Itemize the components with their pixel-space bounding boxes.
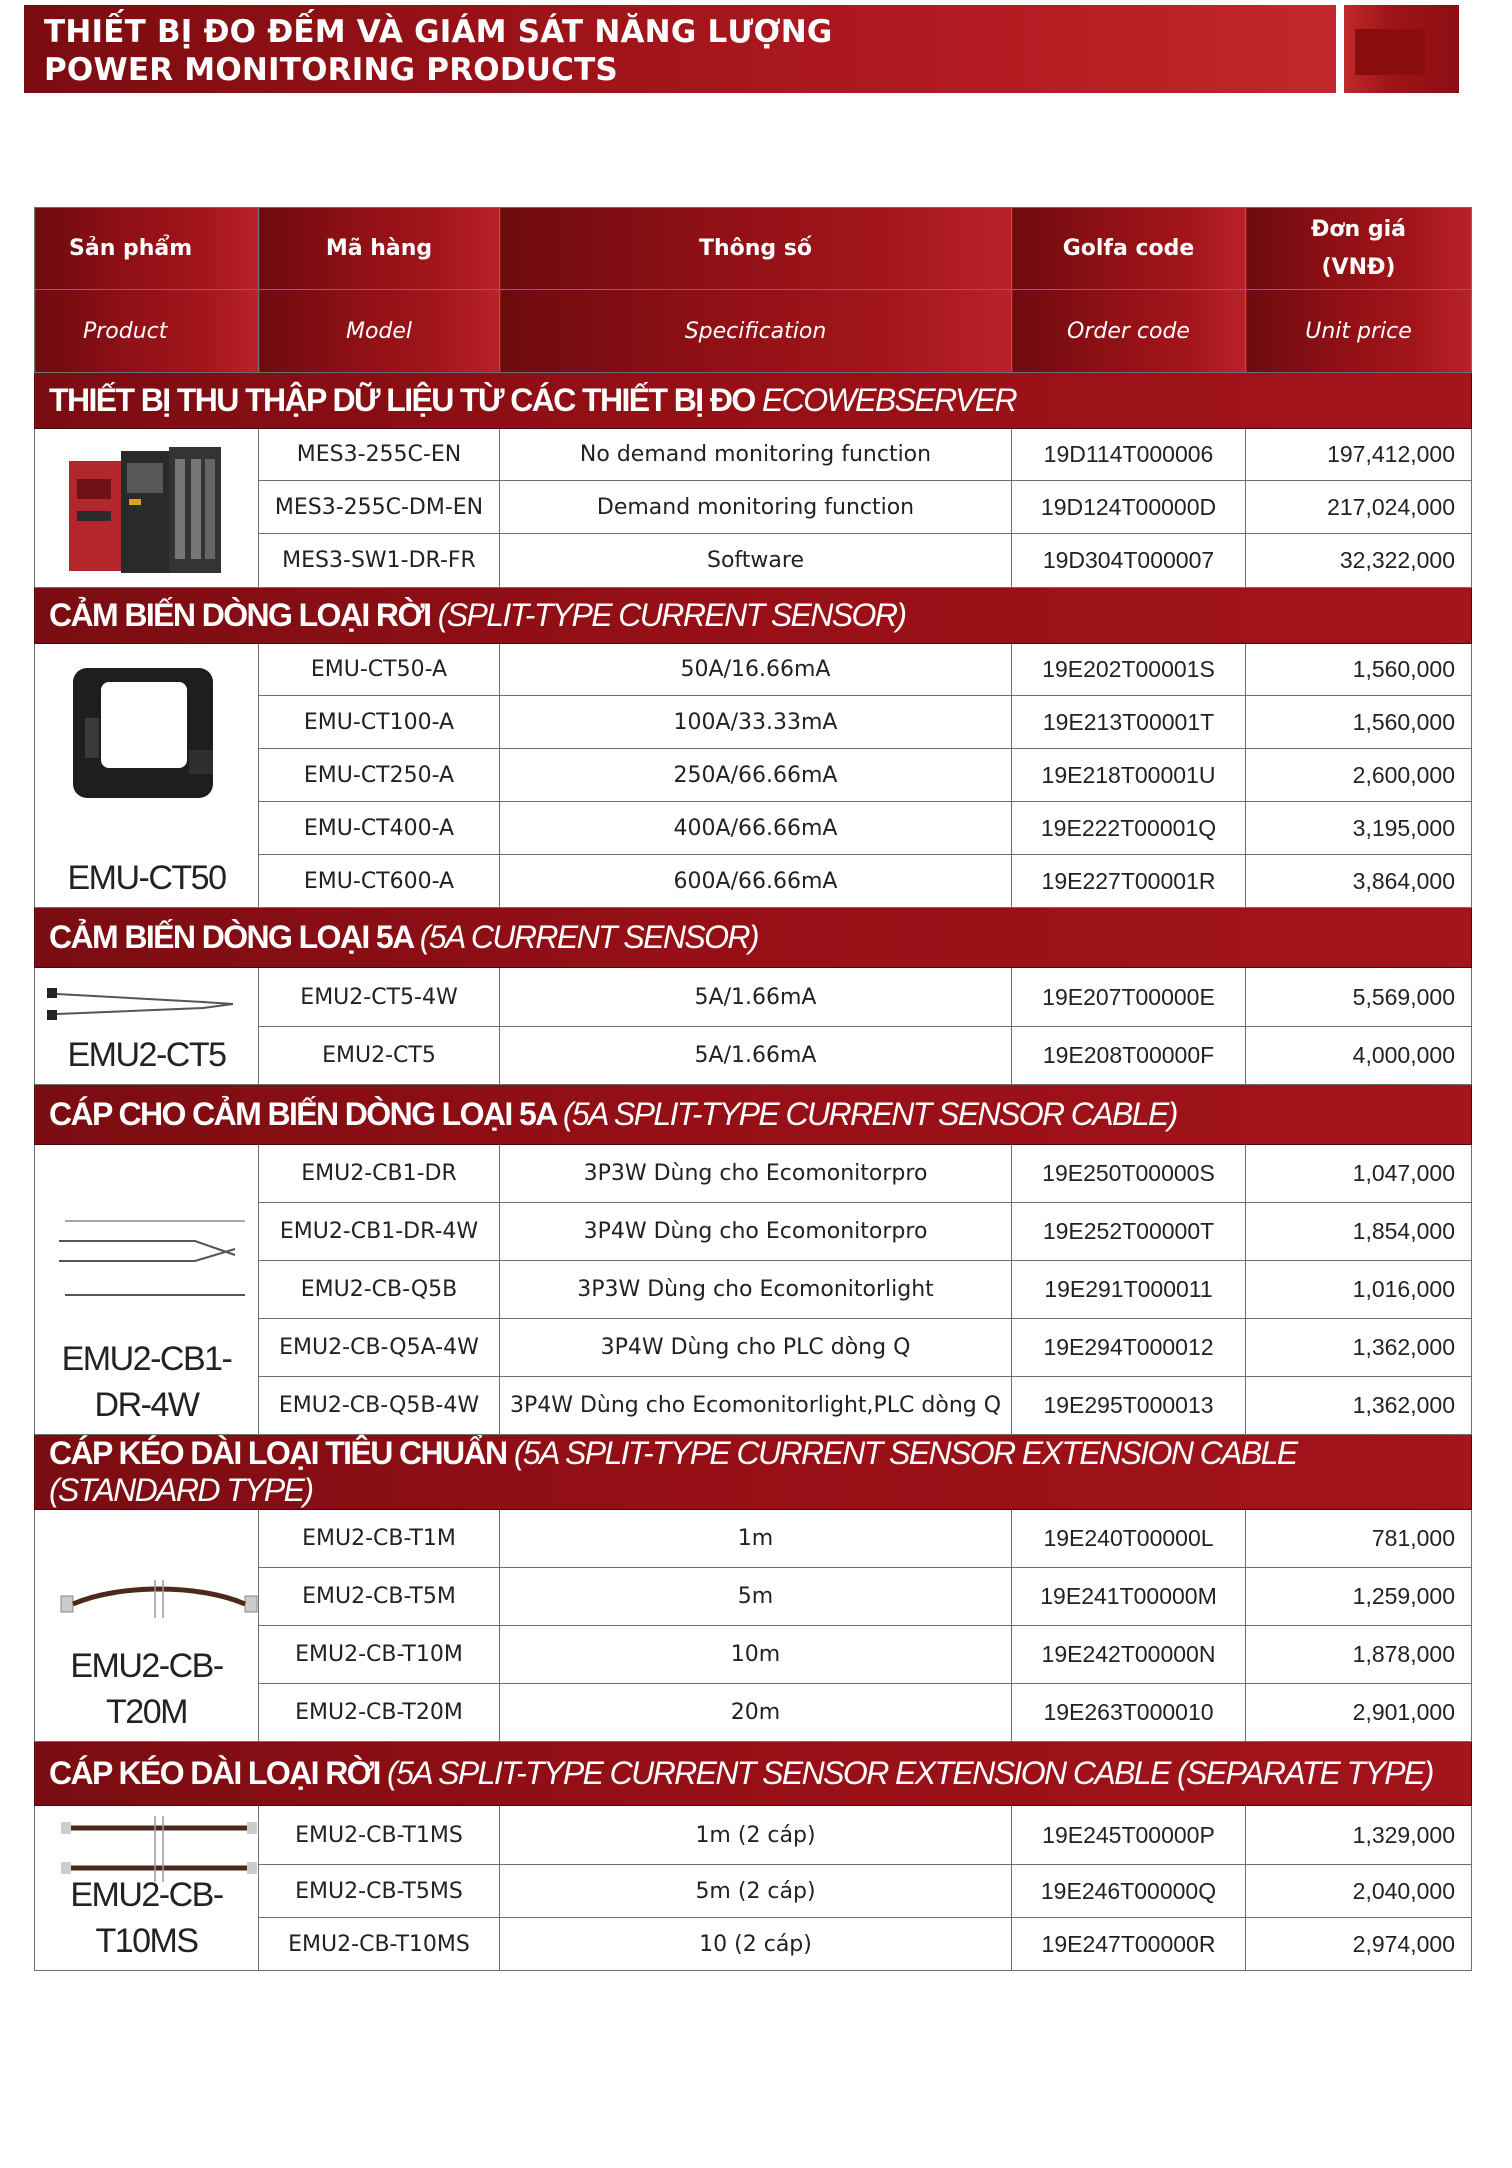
separate-cable-image xyxy=(59,1812,259,1892)
order-code-cell: 19E252T00000T xyxy=(1012,1203,1246,1261)
model-cell: EMU-CT600-A xyxy=(259,855,500,908)
section-title-main: THIẾT BỊ THU THẬP DỮ LIỆU TỪ CÁC THIẾT BỊ ĐO xyxy=(49,382,762,418)
order-code-cell: 19E295T000013 xyxy=(1012,1377,1246,1435)
col-model-header-en: Model xyxy=(259,290,500,373)
spec-cell: 400A/66.66mA xyxy=(500,802,1012,855)
col-code-header-en: Order code xyxy=(1012,290,1246,373)
header-row-vi xyxy=(35,208,1472,290)
spec-cell: 5m xyxy=(500,1568,1012,1626)
unit-price-cell: 1,560,000 xyxy=(1246,644,1472,696)
section-title-italic: ECOWEBSERVER xyxy=(761,382,1017,418)
model-cell: MES3-SW1-DR-FR xyxy=(259,534,500,588)
model-cell: EMU2-CB-Q5A-4W xyxy=(259,1319,500,1377)
section-title-italic: (5A CURRENT SENSOR) xyxy=(419,919,758,955)
product-caption: EMU2-CT5 xyxy=(67,1036,226,1074)
order-code-cell: 19E227T00001R xyxy=(1012,855,1246,908)
unit-price-cell: 4,000,000 xyxy=(1246,1027,1472,1085)
sensor-cable-image xyxy=(45,1215,255,1305)
spec-cell: 5A/1.66mA xyxy=(500,1027,1012,1085)
unit-price-cell: 1,854,000 xyxy=(1246,1203,1472,1261)
order-code-cell: 19E208T00000F xyxy=(1012,1027,1246,1085)
section-title xyxy=(35,373,1472,429)
model-cell: EMU-CT100-A xyxy=(259,696,500,749)
table-row xyxy=(35,1145,1472,1203)
section-title-italic: (5A SPLIT-TYPE CURRENT SENSOR EXTENSION CABLE (STANDARD TYPE) xyxy=(49,1435,1297,1508)
spec-cell: 100A/33.33mA xyxy=(500,696,1012,749)
col-spec-header: Thông số xyxy=(500,208,1012,290)
section-header xyxy=(35,1085,1472,1145)
unit-price-cell: 2,040,000 xyxy=(1246,1865,1472,1918)
unit-price-cell: 1,560,000 xyxy=(1246,696,1472,749)
title-banner xyxy=(24,5,1336,93)
section-title-italic: (5A SPLIT-TYPE CURRENT SENSOR EXTENSION CABLE (SEPARATE TYPE) xyxy=(387,1755,1433,1791)
order-code-cell: 19E247T00000R xyxy=(1012,1918,1246,1971)
model-cell: EMU2-CB-T1M xyxy=(259,1510,500,1568)
unit-price-cell: 1,329,000 xyxy=(1246,1806,1472,1865)
spec-cell: 50A/16.66mA xyxy=(500,644,1012,696)
order-code-cell: 19D124T00000D xyxy=(1012,481,1246,534)
corner-decoration xyxy=(1344,5,1459,93)
col-model-header: Mã hàng xyxy=(259,208,500,290)
section-title-main: CÁP KÉO DÀI LOẠI TIÊU CHUẨN xyxy=(49,1435,514,1471)
spec-cell: 10 (2 cáp) xyxy=(500,1918,1012,1971)
section-title xyxy=(35,1742,1472,1806)
order-code-cell: 19D304T000007 xyxy=(1012,534,1246,588)
order-code-cell: 19E294T000012 xyxy=(1012,1319,1246,1377)
spec-cell: 5m (2 cáp) xyxy=(500,1865,1012,1918)
model-cell: EMU2-CB-Q5B-4W xyxy=(259,1377,500,1435)
col-product-header-en: Product xyxy=(35,290,259,373)
banner-title-vi: THIẾT BỊ ĐO ĐẾM VÀ GIÁM SÁT NĂNG LƯỢNG xyxy=(44,14,833,50)
section-title-main: CẢM BIẾN DÒNG LOẠI 5A xyxy=(49,919,420,955)
extension-cable-image xyxy=(59,1574,259,1634)
price-table xyxy=(34,207,1472,1971)
table-row xyxy=(35,1510,1472,1568)
model-cell: EMU2-CB-T1MS xyxy=(259,1806,500,1865)
col-price-header xyxy=(1246,208,1472,290)
model-cell: EMU2-CT5 xyxy=(259,1027,500,1085)
product-caption: EMU2-CB- T20M xyxy=(70,1647,223,1731)
section-title xyxy=(35,588,1472,644)
col-spec-header-en: Specification xyxy=(500,290,1012,373)
section-title-italic: (5A SPLIT-TYPE CURRENT SENSOR CABLE) xyxy=(562,1096,1177,1132)
order-code-cell: 19E213T00001T xyxy=(1012,696,1246,749)
section-title xyxy=(35,908,1472,968)
split-ct-sensor-image xyxy=(67,658,227,808)
section-title xyxy=(35,1085,1472,1145)
ct5-sensor-image xyxy=(43,982,243,1032)
unit-price-cell: 781,000 xyxy=(1246,1510,1472,1568)
unit-price-cell: 1,016,000 xyxy=(1246,1261,1472,1319)
model-cell: EMU2-CB-T20M xyxy=(259,1684,500,1742)
col-code-header: Golfa code xyxy=(1012,208,1246,290)
order-code-cell: 19E242T00000N xyxy=(1012,1626,1246,1684)
col-price-header-en: Unit price xyxy=(1246,290,1472,373)
price-header-line2: (VNĐ) xyxy=(1321,254,1396,280)
model-cell: EMU2-CB-T10M xyxy=(259,1626,500,1684)
model-cell: EMU2-CB-T10MS xyxy=(259,1918,500,1971)
order-code-cell: 19E241T00000M xyxy=(1012,1568,1246,1626)
section-header xyxy=(35,373,1472,429)
product-caption: EMU2-CB1- DR-4W xyxy=(61,1340,232,1424)
unit-price-cell: 5,569,000 xyxy=(1246,968,1472,1027)
product-image-cell xyxy=(35,1510,259,1742)
price-header-line1: Đơn giá xyxy=(1310,216,1406,242)
product-caption xyxy=(35,581,258,587)
section-title-main: CÁP KÉO DÀI LOẠI RỜI xyxy=(49,1755,388,1791)
unit-price-cell: 1,047,000 xyxy=(1246,1145,1472,1203)
spec-cell: 1m xyxy=(500,1510,1012,1568)
product-image-cell xyxy=(35,968,259,1085)
spec-cell: 5A/1.66mA xyxy=(500,968,1012,1027)
product-image-cell xyxy=(35,429,259,588)
unit-price-cell: 2,600,000 xyxy=(1246,749,1472,802)
table-row xyxy=(35,968,1472,1027)
section-title xyxy=(35,1435,1472,1510)
spec-cell: 600A/66.66mA xyxy=(500,855,1012,908)
model-cell: EMU2-CB-T5M xyxy=(259,1568,500,1626)
table-row xyxy=(35,644,1472,696)
model-cell: EMU2-CT5-4W xyxy=(259,968,500,1027)
spec-cell: 10m xyxy=(500,1626,1012,1684)
product-image-cell xyxy=(35,644,259,908)
unit-price-cell: 1,362,000 xyxy=(1246,1319,1472,1377)
order-code-cell: 19E263T000010 xyxy=(1012,1684,1246,1742)
spec-cell: Demand monitoring function xyxy=(500,481,1012,534)
unit-price-cell: 2,974,000 xyxy=(1246,1918,1472,1971)
order-code-cell: 19E291T000011 xyxy=(1012,1261,1246,1319)
order-code-cell: 19E240T00000L xyxy=(1012,1510,1246,1568)
product-caption: EMU2-CB- T10MS xyxy=(70,1876,223,1960)
model-cell: EMU2-CB-T5MS xyxy=(259,1865,500,1918)
model-cell: EMU2-CB1-DR xyxy=(259,1145,500,1203)
table-row xyxy=(35,1806,1472,1865)
unit-price-cell: 1,259,000 xyxy=(1246,1568,1472,1626)
order-code-cell: 19E202T00001S xyxy=(1012,644,1246,696)
model-cell: EMU2-CB-Q5B xyxy=(259,1261,500,1319)
header-row-en xyxy=(35,290,1472,373)
model-cell: EMU-CT250-A xyxy=(259,749,500,802)
unit-price-cell: 2,901,000 xyxy=(1246,1684,1472,1742)
order-code-cell: 19E246T00000Q xyxy=(1012,1865,1246,1918)
spec-cell: 20m xyxy=(500,1684,1012,1742)
unit-price-cell: 1,362,000 xyxy=(1246,1377,1472,1435)
spec-cell: 3P4W Dùng cho PLC dòng Q xyxy=(500,1319,1012,1377)
ecowebserver-unit-image xyxy=(65,439,225,579)
order-code-cell: 19E207T00000E xyxy=(1012,968,1246,1027)
unit-price-cell: 217,024,000 xyxy=(1246,481,1472,534)
model-cell: EMU2-CB1-DR-4W xyxy=(259,1203,500,1261)
spec-cell: 3P4W Dùng cho Ecomonitorlight,PLC dòng Q xyxy=(500,1377,1012,1435)
section-title-main: CÁP CHO CẢM BIẾN DÒNG LOẠI 5A xyxy=(49,1096,563,1132)
product-caption: EMU-CT50 xyxy=(67,859,226,897)
spec-cell: Software xyxy=(500,534,1012,588)
order-code-cell: 19E245T00000P xyxy=(1012,1806,1246,1865)
unit-price-cell: 32,322,000 xyxy=(1246,534,1472,588)
model-cell: EMU-CT400-A xyxy=(259,802,500,855)
section-header xyxy=(35,1435,1472,1510)
unit-price-cell: 197,412,000 xyxy=(1246,429,1472,481)
unit-price-cell: 3,864,000 xyxy=(1246,855,1472,908)
section-header xyxy=(35,588,1472,644)
section-header xyxy=(35,908,1472,968)
model-cell: MES3-255C-DM-EN xyxy=(259,481,500,534)
table-row xyxy=(35,429,1472,481)
col-product-header: Sản phẩm xyxy=(35,208,259,290)
product-image-cell xyxy=(35,1806,259,1971)
spec-cell: 3P3W Dùng cho Ecomonitorpro xyxy=(500,1145,1012,1203)
spec-cell: No demand monitoring function xyxy=(500,429,1012,481)
order-code-cell: 19E250T00000S xyxy=(1012,1145,1246,1203)
spec-cell: 3P4W Dùng cho Ecomonitorpro xyxy=(500,1203,1012,1261)
order-code-cell: 19D114T000006 xyxy=(1012,429,1246,481)
spec-cell: 3P3W Dùng cho Ecomonitorlight xyxy=(500,1261,1012,1319)
section-title-main: CẢM BIẾN DÒNG LOẠI RỜI xyxy=(49,597,438,633)
order-code-cell: 19E222T00001Q xyxy=(1012,802,1246,855)
banner-title-en: POWER MONITORING PRODUCTS xyxy=(44,52,618,88)
model-cell: MES3-255C-EN xyxy=(259,429,500,481)
spec-cell: 250A/66.66mA xyxy=(500,749,1012,802)
spec-cell: 1m (2 cáp) xyxy=(500,1806,1012,1865)
section-title-italic: (SPLIT-TYPE CURRENT SENSOR) xyxy=(437,597,906,633)
product-image-cell xyxy=(35,1145,259,1435)
unit-price-cell: 1,878,000 xyxy=(1246,1626,1472,1684)
order-code-cell: 19E218T00001U xyxy=(1012,749,1246,802)
unit-price-cell: 3,195,000 xyxy=(1246,802,1472,855)
model-cell: EMU-CT50-A xyxy=(259,644,500,696)
section-header xyxy=(35,1742,1472,1806)
